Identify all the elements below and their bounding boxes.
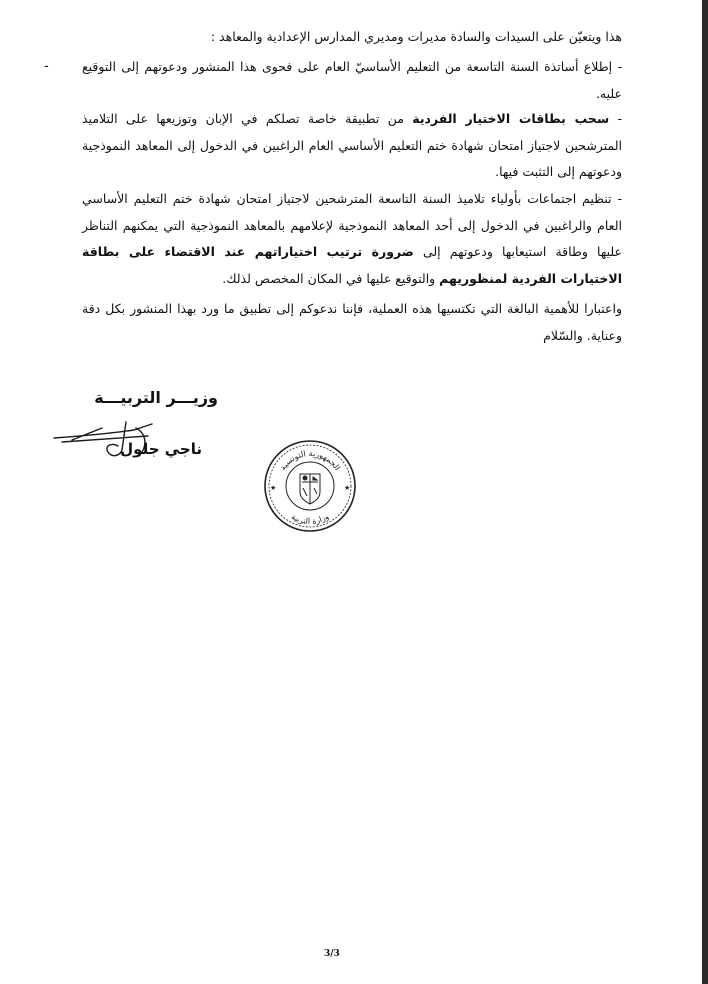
seal-label-top: الجمهورية التونسية xyxy=(278,448,342,473)
seal-label-bottom: وزارة التربية xyxy=(289,512,331,527)
bullet-bold-text: ضرورة ترتيب اختياراتهم عند الاقتضاء على بطاقة الاختيارات الفردية لمنظوريهم xyxy=(82,244,622,286)
seal-emblem-icon xyxy=(300,474,320,504)
signatory-title: وزيـــر التربيـــة xyxy=(94,388,218,407)
scan-edge xyxy=(702,0,708,984)
signatory-name: ناجي جلول xyxy=(120,440,202,458)
intro-paragraph: هذا ويتعيّن على السيدات والسادة مديرات ومديري المدارس الإعدادية والمعاهد : xyxy=(210,29,622,44)
svg-text:الجمهورية التونسية xyxy=(278,449,342,472)
bullet-withdraw-cards xyxy=(82,106,622,186)
bullet-body-text: - تنظيم اجتماعات بأولياء تلاميذ السنة التاسعة المترشحين لاجتياز امتحان شهادة ختم التعليم الأساسي العام والراغبين في الدخول إلى أحد المعاهد النموذجية لإعلامهم بالمعاهد النموذجية التي يمكنهم التناظر عليها وطاقة استيعابها ودعوتهم إلى xyxy=(82,191,622,259)
bullet-prefix: - xyxy=(609,111,622,126)
closing-paragraph: واعتبارا للأهمية البالغة التي تكتسيها هذه العملية، فإننا ندعوكم إلى تطبيق ما ورد بهذا المنشور بكل دقة وعناية. والسّلام xyxy=(82,301,622,343)
stray-dash: - xyxy=(44,59,49,74)
seal-star-icon: ★ xyxy=(344,484,351,492)
bullet-parent-meetings xyxy=(82,186,622,292)
bullet-inform-teachers: - إطلاع أساتذة السنة التاسعة من التعليم الأساسيّ العام على فحوى هذا المنشور ودعوتهم إلى التوقيع عليه. xyxy=(82,59,622,101)
bullet-suffix-text: والتوقيع عليها في المكان المخصص لذلك. xyxy=(222,270,440,286)
page-number: 3/3 xyxy=(324,949,340,959)
seal-star-icon: ★ xyxy=(270,484,277,492)
bullet-body-text: من تطبيقة خاصة تصلكم في الإبان وتوزيعها على التلاميذ المترشحين لاجتياز امتحان شهادة ختم التعليم الأساسي العام الراغبين في الدخول إلى المعاهد النموذجية ودعوتهم إلى التثبت فيها. xyxy=(82,111,622,179)
svg-text:وزارة التربية xyxy=(290,512,331,526)
ministry-seal xyxy=(262,438,358,534)
bullet-bold-text: سحب بطاقات الاختيار الفردية xyxy=(412,111,610,126)
